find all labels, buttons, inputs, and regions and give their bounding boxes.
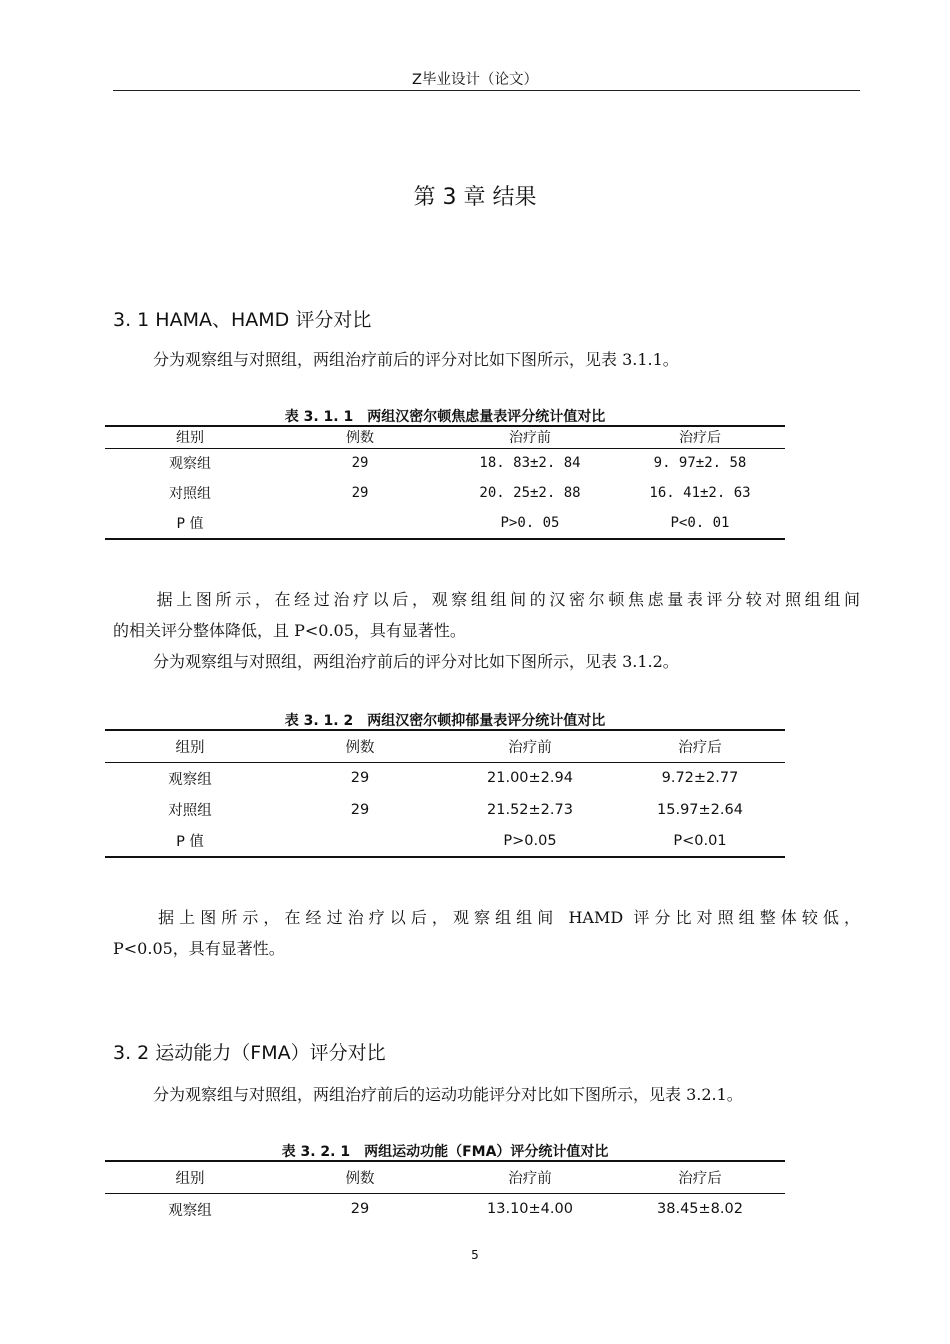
header-cell-count: 例数 [346, 430, 374, 447]
table-row [105, 1193, 785, 1225]
table-cell: 观察组 [168, 1202, 212, 1219]
section-3-2-intro [113, 1079, 860, 1110]
header-cell-after: 治疗后 [679, 430, 721, 447]
table-cell: 21.00±2.94 [487, 770, 573, 787]
table-cell: P<0.01 [673, 832, 727, 849]
section-3-1-intro [113, 344, 860, 375]
table-cell: 29 [351, 455, 369, 472]
table-cell: 观察组 [168, 771, 212, 788]
table-cell: 29 [350, 770, 370, 787]
page-header: Z毕业设计（论文） [412, 72, 538, 88]
table-3-1-2 [105, 729, 785, 858]
header-cell-count: 例数 [345, 1170, 375, 1187]
analysis-2 [113, 902, 860, 964]
analysis-2-line-2: P<0.05，具有显著性。 [113, 939, 285, 958]
table-cell: 16. 41±2. 63 [649, 485, 751, 501]
analysis-1-line-3-text: 分为观察组与对照组，两组治疗前后的评分对比如下图所示，见表 3.1.2。 [153, 652, 679, 671]
table-cell: P 值 [176, 834, 204, 850]
header-cell-group: 组别 [175, 739, 205, 756]
table-row [105, 794, 785, 825]
table-cell: 29 [350, 1201, 370, 1218]
page-number: 5 [471, 1248, 479, 1262]
table-cell: 9.72±2.77 [661, 770, 739, 787]
analysis-2-line-1-text: 据上图所示，在经过治疗以后，观察组组间 HAMD 评分比对照组整体较低， [153, 908, 860, 927]
table-cell [275, 508, 445, 539]
table-row [105, 508, 785, 539]
table-cell: 38.45±8.02 [657, 1201, 743, 1218]
section-3-2-intro-text: 分为观察组与对照组，两组治疗前后的运动功能评分对比如下图所示，见表 3.2.1。 [153, 1085, 743, 1104]
section-heading-3-1: 3. 1 HAMA、HAMD 评分对比 [113, 309, 372, 331]
table-3-1-1 [105, 425, 785, 540]
table-cell: 18. 83±2. 84 [479, 455, 581, 472]
analysis-1-line-2: 的相关评分整体降低，且 P<0.05，具有显著性。 [113, 621, 466, 640]
table-3-1-2-caption: 表 3. 1. 2 两组汉密尔顿抑郁量表评分统计值对比 [284, 713, 606, 729]
section-3-1-intro-text: 分为观察组与对照组，两组治疗前后的评分对比如下图所示，见表 3.1.1。 [153, 350, 679, 369]
table-cell: 13.10±4.00 [487, 1201, 573, 1218]
table-header-row [105, 730, 785, 762]
table-cell: 9. 97±2. 58 [653, 455, 747, 472]
table-cell: 15.97±2.64 [657, 801, 743, 818]
table-3-2-1-caption: 表 3. 2. 1 两组运动功能（FMA）评分统计值对比 [281, 1144, 609, 1160]
table-header-row [105, 426, 785, 448]
table-cell: P<0. 01 [670, 515, 730, 531]
table-cell: 对照组 [168, 803, 212, 819]
table-row [105, 762, 785, 794]
table-cell: 观察组 [169, 456, 211, 473]
header-cell-before: 治疗前 [509, 430, 551, 447]
table-cell: 对照组 [169, 486, 211, 502]
table-cell [275, 825, 445, 857]
header-cell-before: 治疗前 [508, 1170, 552, 1187]
header-cell-group: 组别 [176, 430, 204, 447]
section-heading-3-2: 3. 2 运动能力（FMA）评分对比 [113, 1042, 386, 1064]
table-3-2-1 [105, 1160, 785, 1225]
analysis-1-line-1 [113, 584, 860, 615]
header-cell-count: 例数 [345, 739, 375, 756]
table-cell: P>0. 05 [500, 515, 560, 531]
table-cell: 29 [351, 485, 369, 501]
header-cell-after: 治疗后 [678, 739, 722, 756]
table-cell: P 值 [176, 516, 204, 532]
chapter-title: 第 3 章 结果 [413, 185, 537, 210]
table-cell: P>0.05 [503, 832, 557, 849]
table-3-1-1-caption: 表 3. 1. 1 两组汉密尔顿焦虑量表评分统计值对比 [284, 409, 606, 425]
analysis-2-line-1 [113, 902, 860, 933]
header-rule [113, 90, 860, 91]
table-row [105, 825, 785, 857]
header-cell-before: 治疗前 [508, 739, 552, 756]
table-row [105, 478, 785, 508]
analysis-1-line-1-text: 据上图所示，在经过治疗以后，观察组组间的汉密尔顿焦虑量表评分较对照组组间 [153, 590, 860, 609]
table-header-row [105, 1161, 785, 1193]
header-cell-after: 治疗后 [678, 1170, 722, 1187]
table-cell: 20. 25±2. 88 [479, 485, 581, 501]
table-cell: 21.52±2.73 [487, 801, 573, 818]
analysis-1 [113, 584, 860, 677]
header-cell-group: 组别 [175, 1170, 205, 1187]
table-row [105, 448, 785, 478]
table-cell: 29 [350, 801, 370, 818]
analysis-1-line-3 [113, 646, 860, 677]
